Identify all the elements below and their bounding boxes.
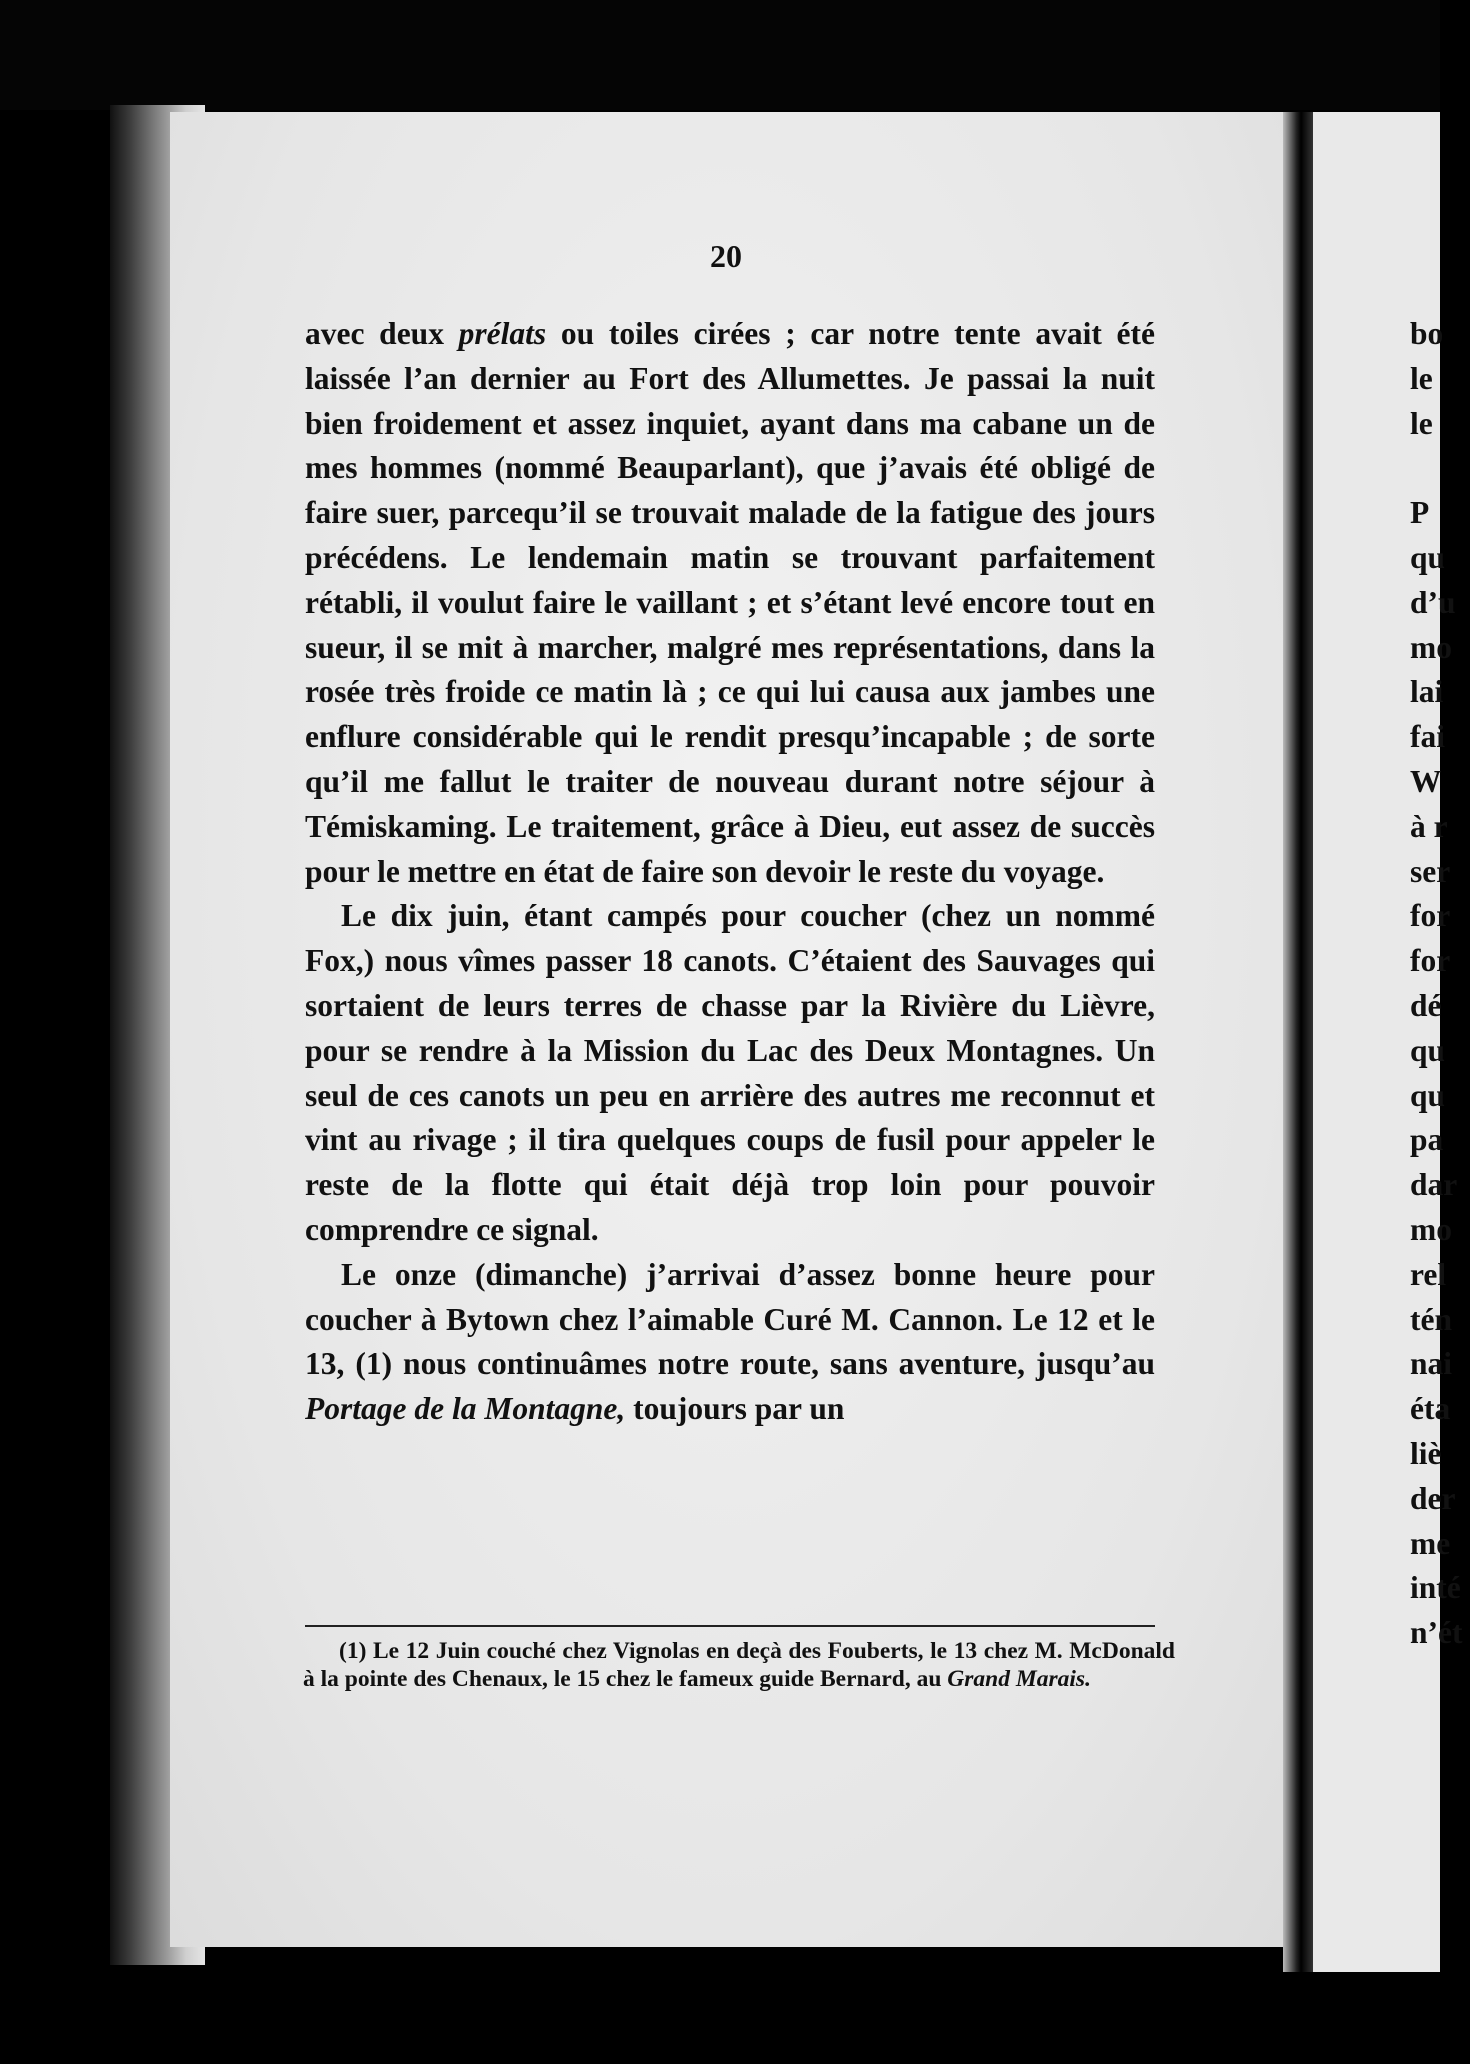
facing-page-line: qu	[1410, 1077, 1446, 1113]
facing-page-line: qu	[1410, 539, 1446, 575]
paragraph	[305, 894, 1155, 1252]
page-number: 20	[710, 238, 742, 274]
facing-page-line	[1410, 446, 1470, 491]
italic-text: Portage de la Montagne,	[305, 1391, 626, 1427]
text-run: Le onze (dimanche) j’arrivai d’assez bonne heure pour coucher à Bytown chez l’aimable Curé M. Cannon. Le 12 et le 13, (1) nous continuâmes notre route, sans aventure, jusqu’au	[305, 1256, 1155, 1382]
facing-page-line: pa	[1410, 1122, 1444, 1158]
facing-page-line: lai	[1410, 674, 1444, 710]
facing-page-line: ser	[1410, 853, 1451, 889]
facing-page-line: der	[1410, 1480, 1456, 1516]
page-gutter	[1283, 112, 1313, 1972]
facing-page-line: n’ét	[1410, 1615, 1463, 1651]
facing-page-line: dar	[1410, 1167, 1458, 1203]
facing-page-line: éta	[1410, 1391, 1451, 1427]
facing-page-line: inté	[1410, 1570, 1461, 1606]
facing-page-line: liè	[1410, 1435, 1442, 1471]
facing-page-line: dé	[1410, 987, 1442, 1023]
text-run: ou toiles cirées ; car notre tente avait été laissée l’an dernier au Fort des Allumettes. Je passai la nuit bien froidement et assez inquiet, ayant dans ma cabane un de mes hommes (nommé Beauparlant), que j’avais été obligé de faire suer, parcequ’il se trouvait malade de la fatigue des jours précédens. Le lendemain matin se trouvant parfaitement rétabli, il voulut faire le vaillant ; et s’étant levé encore tout en sueur, il se mit à marcher, malgré mes représentations, dans la rosée très froide ce matin là ; ce qui lui causa aux jambes une enflure considérable qui le rendit presqu’incapable ; de sorte qu’il me fallut le traiter de nouveau durant notre séjour à Témiskaming. Le traitement, grâce à Dieu, eut assez de succès pour le mettre en état de faire son devoir le reste du voyage.	[305, 316, 1155, 889]
text-run: (1) Le 12 Juin couché chez Vignolas en deçà des Fouberts, le 13 chez M. McDonald à la pointe des Chenaux, le 15 chez le fameux guide Bernard, au	[303, 1638, 1175, 1692]
facing-page-line: for	[1410, 898, 1451, 934]
facing-page-text	[1410, 312, 1470, 1656]
text-run: Le dix juin, étant campés pour coucher (chez un nommé Fox,) nous vîmes passer 18 canots. C’étaient des Sauvages qui sortaient de leurs terres de chasse par la Rivière du Lièvre, pour se rendre à la Mission du Lac des Deux Montagnes. Un seul de ces canots un peu en arrière des autres me reconnut et vint au rivage ; il tira quelques coups de fusil pour appeler le reste de la flotte qui était déjà trop loin pour pouvoir comprendre ce signal.	[305, 898, 1155, 1247]
footnote-rule	[305, 1625, 1155, 1627]
facing-page-line: for	[1410, 943, 1451, 979]
facing-page-line: qu	[1410, 1032, 1446, 1068]
facing-page-line: rel	[1410, 1256, 1447, 1292]
body-text	[305, 312, 1155, 1432]
facing-page-line: d’u	[1410, 584, 1456, 620]
italic-text: prélats	[458, 316, 547, 351]
facing-page-line: me	[1410, 1525, 1451, 1561]
text-run: avec deux	[305, 316, 459, 351]
facing-page-line: mo	[1410, 629, 1452, 665]
paragraph	[305, 312, 1155, 894]
facing-page-line: W	[1410, 763, 1442, 799]
facing-page-line: bo	[1410, 316, 1444, 351]
facing-page-line: mo	[1410, 1211, 1452, 1247]
facing-page-line: le	[1410, 405, 1433, 441]
facing-page-line: tén	[1410, 1301, 1452, 1337]
text-run: toujours par un	[625, 1391, 845, 1427]
footnote	[303, 1638, 1175, 1693]
facing-page-line: le	[1410, 360, 1433, 396]
scan-border	[0, 0, 1440, 110]
facing-page-line: P	[1410, 495, 1430, 531]
facing-page-line: fai	[1410, 719, 1445, 755]
italic-text: Grand Marais.	[947, 1665, 1091, 1692]
facing-page-line: nai	[1410, 1346, 1453, 1382]
paragraph	[305, 1253, 1155, 1432]
footnote-paragraph	[303, 1638, 1175, 1693]
facing-page-line: à r	[1410, 808, 1448, 844]
